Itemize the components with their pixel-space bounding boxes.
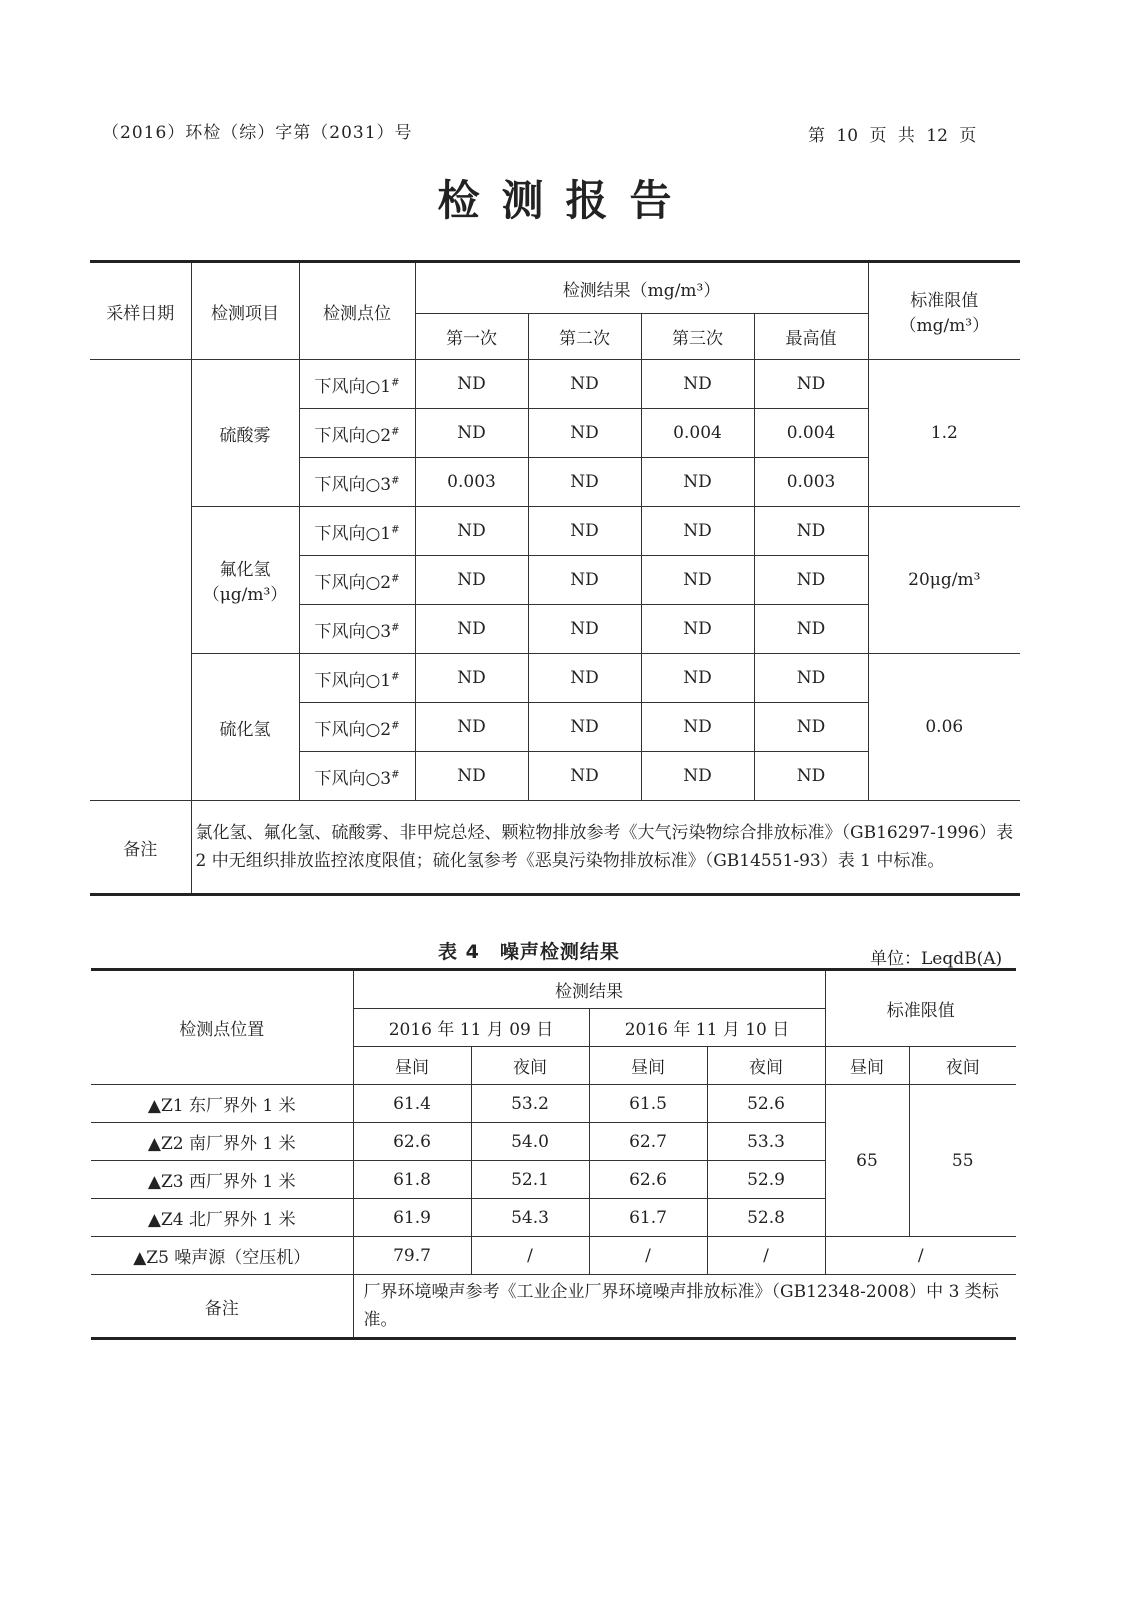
header-date-1: 2016 年 11 月 09 日	[353, 1009, 589, 1047]
value-cell: 62.6	[353, 1123, 471, 1161]
header-noise-result: 检测结果	[353, 970, 825, 1009]
value-cell: ND	[528, 703, 641, 752]
test-point-cell: 下风向○2#	[299, 409, 415, 458]
header-night: 夜间	[909, 1047, 1016, 1085]
remark-label: 备注	[91, 1275, 353, 1339]
value-cell: ND	[641, 458, 754, 507]
header-test-point: 检测点位	[299, 262, 415, 360]
header-test-item: 检测项目	[191, 262, 299, 360]
value-cell: 0.003	[415, 458, 528, 507]
header-night: 夜间	[471, 1047, 589, 1085]
max-cell: ND	[754, 752, 868, 801]
test-point-cell: 下风向○3#	[299, 752, 415, 801]
header-third: 第三次	[641, 314, 754, 360]
value-cell: 61.7	[589, 1199, 707, 1237]
value-cell: /	[471, 1237, 589, 1275]
value-cell: 53.3	[707, 1123, 825, 1161]
noise-results-table	[91, 968, 1016, 1340]
value-cell: ND	[415, 360, 528, 409]
value-cell: ND	[415, 556, 528, 605]
test-point-cell: 下风向○2#	[299, 556, 415, 605]
value-cell: 52.6	[707, 1085, 825, 1123]
value-cell: ND	[415, 507, 528, 556]
value-cell: ND	[528, 752, 641, 801]
location-cell: ▲Z4 北厂界外 1 米	[91, 1199, 353, 1237]
value-cell: ND	[528, 556, 641, 605]
table4-title: 表 4 噪声检测结果	[438, 941, 620, 963]
limit-day-cell: 65	[825, 1085, 909, 1237]
value-cell: 61.4	[353, 1085, 471, 1123]
header-limit-unit: （mg/m³）	[899, 316, 990, 336]
max-cell: 0.003	[754, 458, 868, 507]
value-cell: ND	[528, 605, 641, 654]
test-point-cell: 下风向○3#	[299, 605, 415, 654]
limit-cell: 20μg/m³	[868, 507, 1020, 654]
header-max: 最高值	[754, 314, 868, 360]
value-cell: ND	[641, 556, 754, 605]
table-row	[91, 1085, 1016, 1123]
sampling-date-cell	[90, 360, 191, 801]
location-cell: ▲Z1 东厂界外 1 米	[91, 1085, 353, 1123]
remark-row	[90, 801, 1020, 895]
value-cell: ND	[415, 654, 528, 703]
value-cell: 54.0	[471, 1123, 589, 1161]
value-cell: 61.8	[353, 1161, 471, 1199]
header-location: 检测点位置	[91, 970, 353, 1085]
value-cell: ND	[528, 507, 641, 556]
header-day: 昼间	[353, 1047, 471, 1085]
limit-cell: /	[825, 1237, 1016, 1275]
test-point-cell: 下风向○1#	[299, 360, 415, 409]
value-cell: /	[589, 1237, 707, 1275]
value-cell: 62.7	[589, 1123, 707, 1161]
test-point-cell: 下风向○3#	[299, 458, 415, 507]
remark-text: 氯化氢、氟化氢、硫酸雾、非甲烷总烃、颗粒物排放参考《大气污染物综合排放标准》（GB16297-1996）表 2 中无组织排放监控浓度限值；硫化氢参考《恶臭污染物排放标准》（GB14551-93）表 1 中标准。	[191, 801, 1020, 895]
value-cell: 52.9	[707, 1161, 825, 1199]
table-row	[90, 360, 1020, 409]
limit-cell: 1.2	[868, 360, 1020, 507]
value-cell: ND	[415, 409, 528, 458]
remark-text: 厂界环境噪声参考《工业企业厂界环境噪声排放标准》（GB12348-2008）中 3 类标准。	[353, 1275, 1016, 1339]
value-cell: ND	[415, 752, 528, 801]
location-cell: ▲Z2 南厂界外 1 米	[91, 1123, 353, 1161]
table-row	[90, 507, 1020, 556]
header-second: 第二次	[528, 314, 641, 360]
test-point-cell: 下风向○1#	[299, 507, 415, 556]
value-cell: 62.6	[589, 1161, 707, 1199]
value-cell: 61.9	[353, 1199, 471, 1237]
header-limit	[868, 262, 1020, 360]
header-noise-limit: 标准限值	[825, 970, 1016, 1047]
header-first: 第一次	[415, 314, 528, 360]
max-cell: 0.004	[754, 409, 868, 458]
max-cell: ND	[754, 507, 868, 556]
value-cell: ND	[641, 360, 754, 409]
report-title: 检测报告	[437, 176, 694, 225]
value-cell: 52.8	[707, 1199, 825, 1237]
remark-label: 备注	[90, 801, 191, 895]
location-cell: ▲Z3 西厂界外 1 米	[91, 1161, 353, 1199]
table4-unit: 单位：LeqdB(A)	[870, 949, 1003, 969]
test-item-cell: 硫化氢	[191, 654, 299, 801]
header-sampling-date: 采样日期	[90, 262, 191, 360]
value-cell: 61.5	[589, 1085, 707, 1123]
value-cell: 79.7	[353, 1237, 471, 1275]
value-cell: ND	[528, 409, 641, 458]
value-cell: ND	[528, 458, 641, 507]
max-cell: ND	[754, 605, 868, 654]
value-cell: 53.2	[471, 1085, 589, 1123]
value-cell: 54.3	[471, 1199, 589, 1237]
air-results-table	[90, 260, 1020, 896]
document-number: （2016）环检（综）字第（2031）号	[102, 123, 413, 143]
header-day: 昼间	[589, 1047, 707, 1085]
header-test-result: 检测结果（mg/m³）	[415, 262, 868, 314]
table-row	[91, 1237, 1016, 1275]
max-cell: ND	[754, 654, 868, 703]
value-cell: ND	[415, 703, 528, 752]
header-date-2: 2016 年 11 月 10 日	[589, 1009, 825, 1047]
location-cell: ▲Z5 噪声源（空压机）	[91, 1237, 353, 1275]
max-cell: ND	[754, 556, 868, 605]
value-cell: ND	[641, 605, 754, 654]
table-row	[90, 654, 1020, 703]
test-item-cell: 氟化氢 （μg/m³）	[191, 507, 299, 654]
max-cell: ND	[754, 703, 868, 752]
remark-row	[91, 1275, 1016, 1339]
header-night: 夜间	[707, 1047, 825, 1085]
limit-night-cell: 55	[909, 1085, 1016, 1237]
value-cell: /	[707, 1237, 825, 1275]
header-limit-label: 标准限值	[910, 291, 979, 311]
value-cell: ND	[415, 605, 528, 654]
test-point-cell: 下风向○2#	[299, 703, 415, 752]
page-number: 第 10 页 共 12 页	[808, 126, 977, 146]
value-cell: ND	[641, 507, 754, 556]
value-cell: 0.004	[641, 409, 754, 458]
test-item-cell: 硫酸雾	[191, 360, 299, 507]
value-cell: ND	[641, 654, 754, 703]
test-point-cell: 下风向○1#	[299, 654, 415, 703]
limit-cell: 0.06	[868, 654, 1020, 801]
header-day: 昼间	[825, 1047, 909, 1085]
value-cell: ND	[528, 654, 641, 703]
value-cell: ND	[641, 703, 754, 752]
value-cell: ND	[641, 752, 754, 801]
value-cell: ND	[528, 360, 641, 409]
value-cell: 52.1	[471, 1161, 589, 1199]
max-cell: ND	[754, 360, 868, 409]
